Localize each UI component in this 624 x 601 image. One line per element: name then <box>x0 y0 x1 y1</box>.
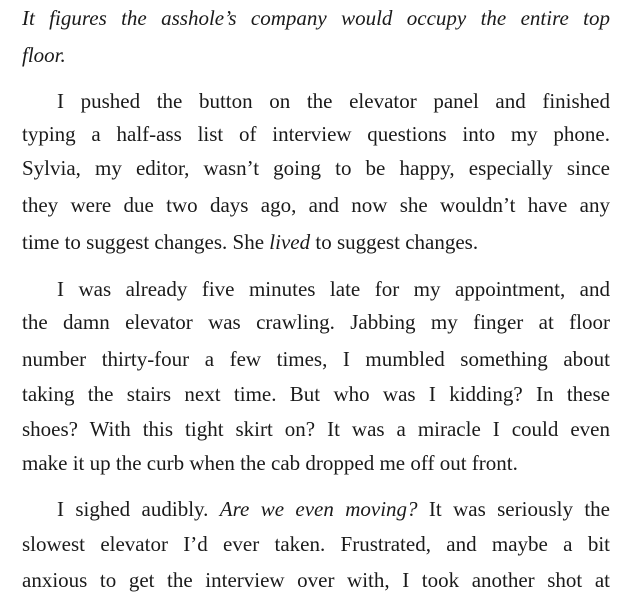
paragraph-4-line-2: slowest elevator I’d ever taken. Frustrated, and maybe a bit <box>22 532 610 556</box>
paragraph-2-line-2: typing a half-ass list of interview questions into my phone. <box>22 122 610 146</box>
paragraph-2-line-1: I pushed the button on the elevator panel and finished <box>57 89 610 113</box>
paragraph-3-line-6: make it up the curb when the cab dropped me off out front. <box>22 451 518 475</box>
paragraph-3-line-3: number thirty-four a few times, I mumbled something about <box>22 347 610 371</box>
paragraph-3-line-4: taking the stairs next time. But who was I kidding? In these <box>22 382 610 406</box>
emphasis-text: Are we even moving? <box>219 497 418 521</box>
paragraph-2-line-5 <box>22 228 478 257</box>
paragraph-2-line-3: Sylvia, my editor, wasn’t going to be happy, especially since <box>22 156 610 180</box>
paragraph-2-line-4: they were due two days ago, and now she wouldn’t have any <box>22 193 610 217</box>
text-run: I sighed audibly. <box>57 497 220 521</box>
paragraph-3-line-2: the damn elevator was crawling. Jabbing my finger at floor <box>22 310 610 334</box>
emphasis-text: lived <box>269 230 311 254</box>
text-run: to suggest changes. <box>310 230 479 254</box>
paragraph-1-line-2: floor. <box>22 43 66 67</box>
paragraph-1-line-1: It figures the asshole’s company would occupy the entire top <box>22 6 610 30</box>
paragraph-3-line-5: shoes? With this tight skirt on? It was a miracle I could even <box>22 417 610 441</box>
paragraph-3-line-1: I was already five minutes late for my appointment, and <box>57 277 610 301</box>
text-run: It was seriously the <box>417 497 610 521</box>
paragraph-4-line-1 <box>57 495 610 524</box>
text-run: time to suggest changes. She <box>22 230 270 254</box>
paragraph-4-line-3: anxious to get the interview over with, I took another shot at <box>22 568 610 592</box>
